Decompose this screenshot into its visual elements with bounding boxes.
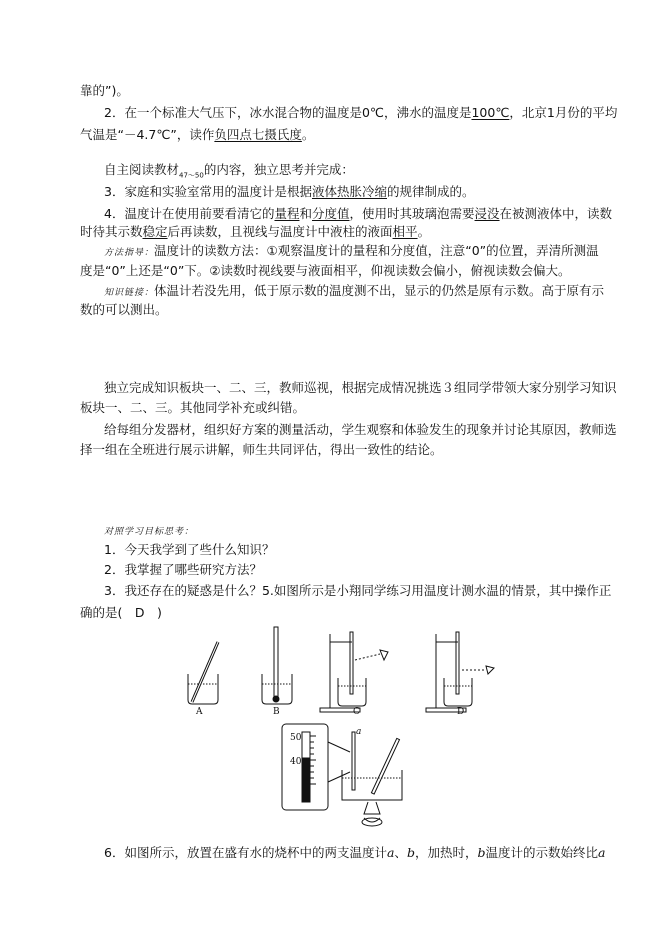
thermometer-a-label: a — [356, 727, 362, 737]
diagram-b — [262, 627, 292, 704]
answer-blank: 浸没 — [474, 206, 500, 221]
knowledge-link-line-1: 知识链接：体温计若没先用，低于原示数的温度测不出，显示的仍然是原有示数。高于原有示 — [104, 283, 605, 298]
answer-blank: 相平 — [392, 224, 418, 239]
answer-blank: 稳定 — [142, 224, 168, 239]
reading-instruction: 自主阅读教材$_{47\sim 50}$的内容，独立思考并完成： — [104, 162, 354, 180]
question-6: 6．如图所示，放置在盛有水的烧杯中的两支温度计a、b，加热时，b温度计的示数始终比a — [104, 845, 606, 860]
diagram-b-label: B — [273, 707, 280, 717]
diagram-d-label: D — [457, 707, 465, 717]
answer-blank: 负四点七摄氏度 — [214, 127, 302, 142]
reflection-label: 对照学习目标思考： — [104, 527, 195, 537]
diagram-a — [188, 642, 218, 704]
thermometer-usage-figure — [180, 622, 500, 722]
question-5-line-2: 确的是( D ) — [80, 605, 162, 620]
diagram-d — [426, 632, 494, 712]
question-3: 3．家庭和实验室常用的温度计是根据液体热胀冷缩的规律制成的。 — [104, 184, 475, 199]
activity-1-line-2: 板块一、二、三。其他同学补充或纠错。 — [80, 400, 306, 415]
scale-label-40: 40 — [290, 757, 302, 767]
reflection-question-2: 2．我掌握了哪些研究方法？ — [104, 562, 262, 577]
reflection-question-1: 1．今天我学到了些什么知识？ — [104, 542, 275, 557]
answer-blank: 液体热胀冷缩 — [311, 184, 387, 199]
knowledge-link-line-2: 数的可以测出。 — [80, 302, 168, 317]
answer-blank: 100℃ — [471, 105, 510, 120]
question-4-line-1: 4．温度计在使用前要看清它的量程和分度值，使用时其玻璃泡需要浸没在被测液体中，读数 — [104, 206, 613, 221]
activity-2-line-1: 给每组分发器材，组织好方案的测量活动，学生观察和体验发生的现象并讨论其原因，教师选 — [104, 422, 617, 437]
question-2-line-2: 气温是“－4.7℃”，读作负四点七摄氏度。 — [80, 127, 315, 142]
answer-blank: 分度值 — [312, 206, 350, 221]
question-4-line-2: 时待其示数稳定后再读数，且视线与温度计中液柱的液面相平。 — [80, 224, 431, 239]
method-guide-line-1: 方法指导：温度计的读数方法：①观察温度计的量程和分度值，注意“0”的位置，弄清所测温 — [104, 243, 599, 258]
method-guide-line-2: 度是“0”上还是“0”下。②读数时视线要与液面相平，仰视读数会偏小，俯视读数会偏大。 — [80, 263, 571, 278]
activity-1-line-1: 独立完成知识板块一、二、三，教师巡视，根据完成情况挑选３组同学带领大家分别学习知识 — [104, 380, 617, 395]
question-5-line-1: 3．我还存在的疑惑是什么？5.如图所示是小翔同学练习用温度计测水温的情景，其中操作正 — [104, 583, 612, 598]
scale-label-50: 50 — [290, 733, 302, 743]
text-line: 靠的”)。 — [80, 83, 129, 98]
diagram-c-label: C — [353, 707, 360, 717]
answer-blank: 量程 — [274, 206, 300, 221]
method-guide-label: 方法指导： — [104, 248, 155, 258]
diagram-a-label: A — [196, 707, 203, 717]
activity-2-line-2: 择一组在全班进行展示讲解，师生共同评估，得出一致性的结论。 — [80, 442, 443, 457]
knowledge-link-label: 知识链接： — [104, 288, 155, 298]
question-2-line-1: 2．在一个标准大气压下，冰水混合物的温度是0℃，沸水的温度是100℃，北京1月份的平均 — [104, 105, 618, 120]
diagram-c — [320, 632, 388, 712]
